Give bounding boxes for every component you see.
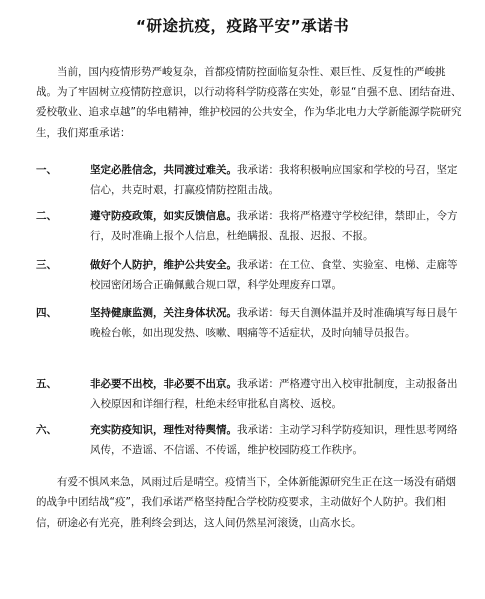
pledge-number: 五、: [36, 378, 57, 390]
pledge-heading: 充实防疫知识，理性对待舆情。: [90, 424, 237, 436]
pledge-text: 我承诺：每天自测体温并及时准确填写每日晨午晚检台帐，如出现发热、咳嗽、咽痛等不适症状，及时向辅导员报告。: [90, 307, 458, 340]
pledge-item-3: [36, 255, 462, 295]
intro-paragraph: 当前，国内疫情形势严峻复杂，首都疫情防控面临复杂性、艰巨性、反复性的严峻挑战。为了牢固树立疫情防控意识，以行动将科学防疫落在实处，彰显“自强不息、团结奋进、爱校敬业、追求卓越”的华电精神，维护校园的公共安全，作为华北电力大学新能源学院研究生，我们郑重承诺：: [36, 66, 462, 139]
pledge-text: 我承诺：主动学习科学防疫知识，理性思考网络风传，不造谣、不信谣、不传谣，维护校园防疫工作秩序。: [90, 424, 458, 457]
document-title: “研途抗疫，疫路平安”承诺书: [135, 17, 350, 35]
pledge-number: 三、: [36, 259, 57, 271]
closing-paragraph: 有爱不惧风来急，风雨过后是晴空。疫情当下，全体新能源研究生正在这一场没有硝烟的战争中团结战“疫”，我们承诺严格坚持配合学校防疫要求，主动做好个人防护。我们相信，研途必有光亮，胜利终会到达，这人间仍然星河滚烫，山高水长。: [36, 476, 456, 529]
pledge-item-4: [36, 303, 462, 343]
pledge-heading: 坚定必胜信念，共同渡过难关。: [90, 164, 237, 176]
pledge-text: 我承诺：在工位、食堂、实验室、电梯、走廊等校园密闭场合正确佩戴合规口罩，科学处理废弃口罩。: [90, 259, 458, 292]
pledge-heading: 做好个人防护，维护公共安全。: [90, 259, 237, 271]
pledge-item-5: [36, 374, 462, 414]
pledge-heading: 遵守防疫政策，如实反馈信息。: [90, 210, 237, 222]
pledge-item-2: [36, 206, 462, 246]
pledge-item-6: [36, 420, 462, 460]
pledge-number: 六、: [36, 424, 57, 436]
pledge-number: 四、: [36, 307, 57, 319]
pledge-heading: 非必要不出校，非必要不出京。: [90, 378, 237, 390]
pledge-number: 一、: [36, 164, 57, 176]
pledge-item-1: [36, 160, 462, 200]
pledge-number: 二、: [36, 210, 57, 222]
pledge-text: 我承诺：严格遵守出入校审批制度，主动报备出入校原因和详细行程，杜绝未经审批私自离校、返校。: [90, 378, 458, 411]
pledge-text: 我承诺：我将积极响应国家和学校的号召，坚定信心，共克时艰，打赢疫情防控阻击战。: [90, 164, 458, 197]
pledge-text: 我承诺：我将严格遵守学校纪律，禁即止，令方行，及时准确上报个人信息，杜绝瞒报、乱报、迟报、不报。: [90, 210, 458, 243]
pledge-heading: 坚持健康监测，关注身体状况。: [90, 307, 237, 319]
